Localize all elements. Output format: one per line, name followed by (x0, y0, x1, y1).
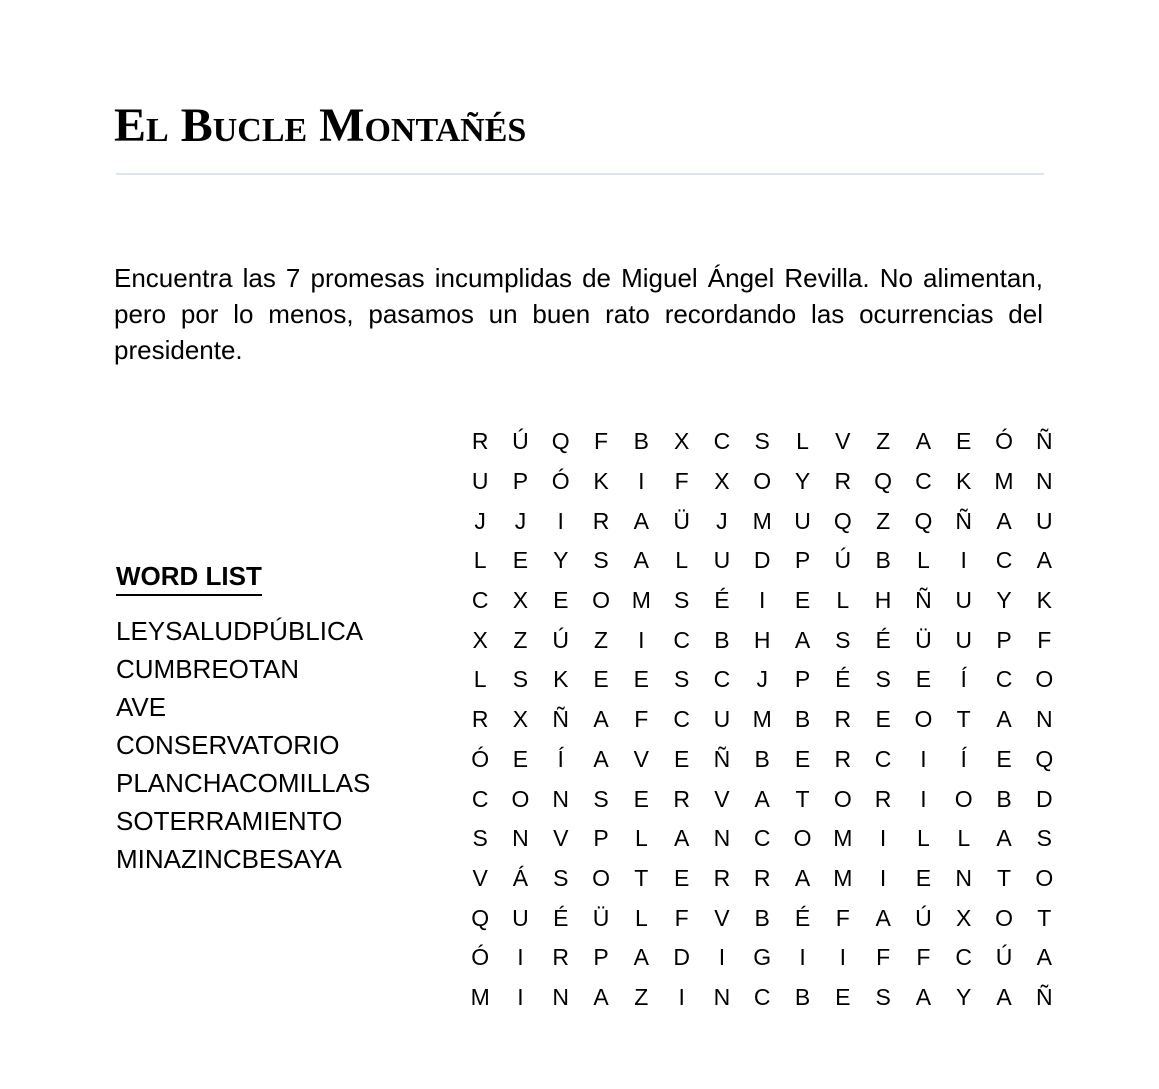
grid-letter[interactable]: Ó (471, 944, 490, 971)
grid-letter[interactable]: Y (553, 547, 569, 574)
grid-letter[interactable]: A (996, 507, 1012, 534)
grid-letter[interactable]: V (714, 785, 730, 812)
grid-letter[interactable]: X (512, 706, 529, 733)
grid-letter[interactable]: S (875, 666, 891, 693)
grid-letter[interactable]: S (553, 864, 569, 891)
grid-letter[interactable]: N (955, 864, 973, 891)
grid-letter[interactable]: S (512, 666, 529, 693)
grid-letter[interactable]: A (593, 983, 609, 1010)
grid-letter[interactable]: S (1036, 825, 1052, 852)
grid-letter[interactable]: J (474, 507, 486, 534)
grid-letter[interactable]: L (473, 547, 487, 574)
grid-letter[interactable]: Y (794, 468, 811, 495)
grid-letter[interactable]: Q (874, 468, 893, 495)
grid-letter[interactable]: X (512, 587, 529, 614)
grid-letter[interactable]: S (673, 587, 690, 614)
grid-letter[interactable]: R (592, 507, 610, 534)
grid-letter[interactable]: E (673, 745, 690, 772)
grid-letter[interactable]: U (955, 626, 973, 653)
grid-letter[interactable]: A (1036, 944, 1052, 971)
grid-letter[interactable]: T (956, 706, 971, 733)
grid-letter[interactable]: K (553, 666, 569, 693)
grid-letter[interactable]: A (996, 706, 1012, 733)
grid-letter[interactable]: V (633, 745, 649, 772)
grid-letter[interactable]: Z (634, 983, 649, 1010)
grid-letter[interactable]: A (875, 904, 891, 931)
grid-letter[interactable]: M (752, 706, 772, 733)
grid-letter[interactable]: O (753, 468, 772, 495)
grid-letter[interactable]: I (517, 983, 524, 1010)
grid-letter[interactable]: N (713, 825, 731, 852)
grid-letter[interactable]: R (471, 706, 489, 733)
grid-letter[interactable]: E (996, 745, 1012, 772)
grid-letter[interactable]: I (799, 944, 806, 971)
grid-letter[interactable]: B (794, 983, 811, 1010)
grid-letter[interactable]: R (552, 944, 570, 971)
grid-letter[interactable]: Í (960, 666, 967, 693)
grid-letter[interactable]: Q (471, 904, 490, 931)
grid-letter[interactable]: X (673, 428, 690, 455)
grid-letter[interactable]: K (593, 468, 609, 495)
grid-letter[interactable]: A (794, 864, 811, 891)
word-list-item: MINAZINCBESAYA (116, 844, 342, 874)
grid-letter[interactable]: P (593, 944, 609, 971)
grid-letter[interactable]: O (511, 785, 530, 812)
grid-letter[interactable]: A (754, 785, 770, 812)
grid-letter[interactable]: A (915, 983, 932, 1010)
grid-letter[interactable]: I (638, 626, 645, 653)
grid-letter[interactable]: C (713, 428, 731, 455)
grid-letter[interactable]: Í (557, 745, 564, 772)
grid-letter[interactable]: O (995, 904, 1013, 931)
grid-letter[interactable]: E (512, 547, 529, 574)
grid-letter[interactable]: D (753, 547, 771, 574)
grid-letter[interactable]: C (915, 468, 932, 495)
grid-letter[interactable]: V (472, 864, 488, 891)
grid-letter[interactable]: E (794, 745, 811, 772)
grid-letter[interactable]: Q (551, 428, 570, 455)
grid-letter[interactable]: X (956, 904, 972, 931)
grid-letter[interactable]: A (794, 626, 811, 653)
grid-letter[interactable]: Ú (995, 944, 1013, 971)
grid-letter[interactable]: I (678, 983, 685, 1010)
grid-letter[interactable]: J (514, 507, 527, 534)
grid-letter[interactable]: U (512, 904, 529, 931)
grid-letter[interactable]: L (836, 587, 850, 614)
grid-letter[interactable]: O (833, 785, 852, 812)
grid-letter[interactable]: N (512, 825, 529, 852)
grid-letter[interactable]: L (675, 547, 689, 574)
grid-letter[interactable]: M (631, 587, 651, 614)
grid-letter[interactable]: O (592, 587, 610, 614)
grid-letter[interactable]: M (994, 468, 1014, 495)
grid-letter[interactable]: Ó (995, 428, 1013, 455)
grid-letter[interactable]: L (634, 904, 648, 931)
grid-letter[interactable]: Í (960, 745, 967, 772)
grid-letter[interactable]: R (834, 706, 852, 733)
grid-letter[interactable]: Ñ (1035, 428, 1053, 455)
intro-paragraph: Encuentra las 7 promesas incumplidas de Miguel Ángel Revilla. No alimentan, pero por lo menos, pasamos un buen rato recordando las ocurrencias del presidente. (114, 263, 1043, 365)
grid-letter[interactable]: G (753, 944, 772, 971)
word-list-heading: WORD LIST (116, 560, 262, 596)
grid-letter[interactable]: B (714, 626, 730, 653)
grid-letter[interactable]: I (879, 864, 887, 891)
grid-letter[interactable]: H (753, 626, 771, 653)
grid-letter[interactable]: É (714, 587, 730, 614)
grid-letter[interactable]: N (552, 983, 570, 1010)
grid-letter[interactable]: Y (956, 983, 972, 1010)
grid-letter[interactable]: C (753, 825, 771, 852)
grid-letter[interactable]: N (713, 983, 731, 1010)
grid-letter[interactable]: F (674, 904, 689, 931)
grid-letter[interactable]: U (713, 706, 731, 733)
grid-letter[interactable]: E (915, 864, 932, 891)
grid-letter[interactable]: E (512, 745, 529, 772)
grid-letter[interactable]: N (1035, 468, 1053, 495)
grid-letter[interactable]: F (876, 944, 891, 971)
grid-letter[interactable]: B (794, 706, 811, 733)
grid-letter[interactable]: U (955, 587, 973, 614)
grid-letter[interactable]: É (794, 904, 811, 931)
grid-letter[interactable]: L (796, 428, 809, 455)
word-search-grid (460, 422, 1064, 1017)
grid-letter[interactable]: A (915, 428, 932, 455)
grid-letter[interactable]: P (512, 468, 529, 495)
grid-letter[interactable]: A (593, 706, 609, 733)
grid-letter[interactable]: H (874, 587, 892, 614)
grid-letter[interactable]: E (633, 666, 649, 693)
grid-letter[interactable]: E (794, 587, 811, 614)
grid-letter[interactable]: Q (1035, 745, 1054, 772)
grid-letter[interactable]: Z (876, 428, 891, 455)
grid-letter[interactable]: R (713, 864, 731, 891)
grid-letter[interactable]: É (553, 904, 569, 931)
grid-letter[interactable]: J (716, 507, 728, 534)
grid-letter[interactable]: F (594, 428, 609, 455)
grid-letter[interactable]: S (593, 785, 609, 812)
grid-letter[interactable]: P (794, 547, 811, 574)
grid-letter[interactable]: Ú (552, 626, 570, 653)
grid-letter[interactable]: E (593, 666, 609, 693)
grid-letter[interactable]: E (553, 587, 569, 614)
word-list (116, 612, 370, 878)
grid-letter[interactable]: Ñ (713, 745, 731, 772)
grid-letter[interactable]: P (996, 626, 1012, 653)
grid-letter[interactable]: R (834, 468, 852, 495)
grid-letter[interactable]: Y (996, 587, 1012, 614)
grid-letter[interactable]: Ñ (552, 706, 570, 733)
grid-letter[interactable]: M (833, 864, 853, 891)
grid-letter[interactable]: M (752, 507, 772, 534)
grid-letter[interactable]: L (473, 666, 487, 693)
grid-letter[interactable]: A (633, 944, 649, 971)
grid-letter[interactable]: T (634, 864, 649, 891)
grid-letter[interactable]: E (633, 785, 649, 812)
grid-letter[interactable]: I (839, 944, 847, 971)
grid-letter[interactable]: J (756, 666, 768, 693)
grid-letter[interactable]: S (754, 428, 770, 455)
grid-letter[interactable]: N (1035, 706, 1053, 733)
grid-letter[interactable]: F (916, 944, 931, 971)
grid-letter[interactable]: Z (513, 626, 528, 653)
grid-letter[interactable]: K (956, 468, 972, 495)
grid-letter[interactable]: T (795, 785, 810, 812)
grid-letter[interactable]: B (633, 428, 649, 455)
grid-letter[interactable]: B (754, 904, 770, 931)
grid-letter[interactable]: R (834, 745, 852, 772)
grid-letter[interactable]: T (996, 864, 1012, 891)
grid-letter[interactable]: C (995, 547, 1013, 574)
grid-letter[interactable]: Ó (551, 468, 570, 495)
grid-letter[interactable]: E (915, 666, 932, 693)
grid-letter[interactable]: Ñ (1035, 983, 1053, 1010)
grid-letter[interactable]: E (875, 706, 891, 733)
grid-letter[interactable]: L (634, 825, 648, 852)
grid-letter[interactable]: Ú (512, 428, 529, 455)
grid-letter[interactable]: A (996, 825, 1012, 852)
grid-letter[interactable]: S (472, 825, 488, 852)
grid-letter[interactable]: L (957, 825, 971, 852)
grid-letter[interactable]: Ú (915, 904, 932, 931)
grid-letter[interactable]: A (593, 745, 609, 772)
grid-letter[interactable]: Á (512, 864, 529, 891)
grid-letter[interactable]: O (793, 825, 812, 852)
word-list-item: CUMBREOTAN (116, 654, 299, 684)
grid-letter[interactable]: O (592, 864, 610, 891)
grid-letter[interactable]: I (920, 745, 927, 772)
grid-letter[interactable]: I (557, 507, 564, 534)
grid-letter[interactable]: U (794, 507, 811, 534)
grid-letter[interactable]: A (996, 983, 1012, 1010)
grid-letter[interactable]: S (673, 666, 690, 693)
grid-letter[interactable]: Ü (915, 626, 932, 653)
grid-letter[interactable]: M (470, 983, 490, 1010)
word-list-item: PLANCHACOMILLAS (116, 768, 371, 798)
grid-letter[interactable]: I (759, 587, 766, 614)
grid-letter[interactable]: E (835, 983, 851, 1010)
grid-letter[interactable]: S (835, 626, 851, 653)
grid-letter[interactable]: V (714, 904, 730, 931)
grid-letter[interactable]: Q (833, 507, 852, 534)
grid-letter[interactable]: N (552, 785, 570, 812)
grid-letter[interactable]: I (638, 468, 645, 495)
grid-letter[interactable]: X (714, 468, 730, 495)
grid-letter[interactable]: M (833, 825, 853, 852)
grid-letter[interactable]: A (633, 547, 649, 574)
grid-letter[interactable]: K (1036, 587, 1052, 614)
grid-letter[interactable]: I (718, 944, 726, 971)
grid-letter[interactable]: Z (594, 626, 609, 653)
grid-letter[interactable]: B (996, 785, 1012, 812)
grid-letter[interactable]: Ó (471, 745, 490, 772)
grid-letter[interactable]: I (879, 825, 887, 852)
grid-letter[interactable]: C (471, 785, 489, 812)
grid-letter[interactable]: R (874, 785, 892, 812)
grid-letter[interactable]: Ñ (955, 507, 973, 534)
grid-letter[interactable]: C (673, 706, 690, 733)
grid-letter[interactable]: C (955, 944, 973, 971)
grid-letter[interactable]: E (673, 864, 690, 891)
word-list-item: LEYSALUDPÚBLICA (116, 616, 364, 646)
grid-letter[interactable]: P (794, 666, 811, 693)
grid-letter[interactable]: A (673, 825, 690, 852)
grid-letter[interactable]: F (634, 706, 649, 733)
grid-letter[interactable]: R (753, 864, 771, 891)
grid-letter[interactable]: I (920, 785, 927, 812)
grid-letter[interactable]: O (1035, 666, 1054, 693)
page-title: El Bucle Montañés (114, 99, 527, 152)
grid-letter[interactable]: Ñ (915, 587, 932, 614)
grid-letter[interactable]: C (753, 983, 771, 1010)
grid-letter[interactable]: V (835, 428, 851, 455)
grid-letter[interactable]: C (874, 745, 892, 772)
grid-letter[interactable]: Ü (673, 507, 690, 534)
word-list-item: SOTERRAMIENTO (116, 806, 343, 836)
grid-letter[interactable]: F (1037, 626, 1052, 653)
grid-letter[interactable]: S (593, 547, 609, 574)
grid-letter[interactable]: R (471, 428, 489, 455)
grid-letter[interactable]: C (713, 666, 731, 693)
grid-letter[interactable]: F (835, 904, 850, 931)
grid-letter[interactable]: L (917, 825, 930, 852)
grid-letter[interactable]: P (593, 825, 609, 852)
grid-letter[interactable]: Ú (834, 547, 852, 574)
grid-letter[interactable]: E (956, 428, 972, 455)
grid-letter[interactable]: B (754, 745, 770, 772)
grid-letter[interactable]: U (471, 468, 489, 495)
grid-letter[interactable]: X (472, 626, 488, 653)
grid-letter[interactable]: C (995, 666, 1013, 693)
grid-letter[interactable]: O (1035, 864, 1054, 891)
grid-letter[interactable]: Z (876, 507, 891, 534)
grid-letter[interactable]: V (553, 825, 569, 852)
grid-letter[interactable]: Ü (592, 904, 610, 931)
grid-letter[interactable]: I (517, 944, 524, 971)
title-divider (116, 173, 1044, 175)
grid-letter[interactable]: É (835, 666, 851, 693)
word-list-item: CONSERVATORIO (116, 730, 340, 760)
grid-letter[interactable]: D (673, 944, 690, 971)
grid-letter[interactable]: A (1036, 547, 1052, 574)
grid-letter[interactable]: Q (914, 507, 933, 534)
grid-letter[interactable]: D (1035, 785, 1053, 812)
grid-letter[interactable]: U (1035, 507, 1053, 534)
grid-letter[interactable]: C (673, 626, 690, 653)
word-list-item: AVE (116, 692, 167, 722)
grid-letter[interactable]: O (914, 706, 933, 733)
grid-letter[interactable]: T (1037, 904, 1052, 931)
grid-letter[interactable]: I (960, 547, 967, 574)
grid-letter[interactable]: B (875, 547, 891, 574)
grid-letter[interactable]: O (954, 785, 973, 812)
grid-letter[interactable]: É (875, 626, 891, 653)
grid-letter[interactable]: C (471, 587, 489, 614)
grid-letter[interactable]: U (713, 547, 731, 574)
grid-letter[interactable]: S (875, 983, 891, 1010)
grid-letter[interactable]: A (633, 507, 649, 534)
grid-letter[interactable]: L (917, 547, 930, 574)
grid-letter[interactable]: R (673, 785, 690, 812)
grid-letter[interactable]: F (674, 468, 689, 495)
